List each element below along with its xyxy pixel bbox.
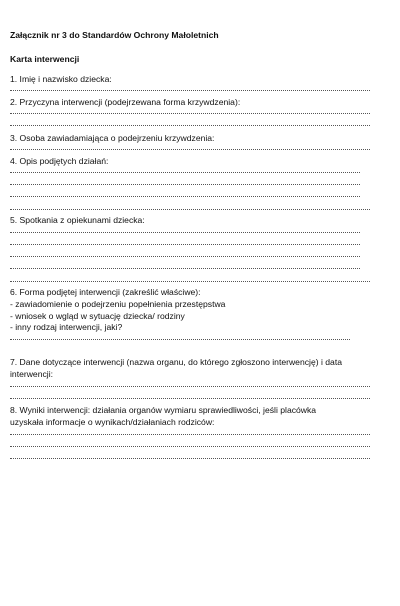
option-item: - inny rodzaj interwencji, jaki? — [10, 322, 123, 332]
form-title: Karta interwencji — [10, 54, 80, 64]
answer-line — [10, 265, 360, 269]
question-8-label-line-1: 8. Wyniki interwencji: działania organów wymiaru sprawiedliwości, jeśli placówka — [10, 405, 317, 415]
question-3-label: 3. Osoba zawiadamiająca o podejrzeniu krzywdzenia: — [10, 133, 215, 143]
question-4-label: 4. Opis podjętych działań: — [10, 156, 109, 166]
answer-line — [10, 193, 360, 197]
answer-line — [10, 87, 370, 91]
answer-line — [10, 431, 370, 435]
question-5-label: 5. Spotkania z opiekunami dziecka: — [10, 215, 145, 225]
question-7-label-line-1: 7. Dane dotyczące interwencji (nazwa organu, do którego zgłoszono interwencję) i data — [10, 357, 343, 367]
answer-line — [10, 169, 360, 173]
answer-line — [10, 229, 360, 233]
answer-line — [10, 146, 370, 150]
question-2-label: 2. Przyczyna interwencji (podejrzewana forma krzywdzenia): — [10, 97, 241, 107]
question-8-label-line-2: uzyskała informacje o wynikach/działaniach rodziców: — [10, 417, 215, 427]
question-6-label: 6. Forma podjętej interwencji (zakreślić właściwe): — [10, 287, 201, 297]
answer-line — [10, 122, 370, 126]
document-header: Załącznik nr 3 do Standardów Ochrony Małoletnich — [10, 30, 219, 40]
option-item: - zawiadomienie o podejrzeniu popełnienia przestępstwa — [10, 299, 226, 309]
answer-line — [10, 443, 370, 447]
answer-line — [10, 336, 350, 340]
answer-line — [10, 110, 370, 114]
answer-line — [10, 455, 370, 459]
answer-line — [10, 241, 360, 245]
answer-line — [10, 395, 370, 399]
answer-line — [10, 206, 370, 210]
question-1-label: 1. Imię i nazwisko dziecka: — [10, 74, 112, 84]
answer-line — [10, 253, 360, 257]
answer-line — [10, 278, 370, 282]
option-item: - wniosek o wgląd w sytuację dziecka/ rodziny — [10, 311, 185, 321]
answer-line — [10, 181, 360, 185]
question-7-label-line-2: interwencji: — [10, 369, 53, 379]
answer-line — [10, 383, 370, 387]
